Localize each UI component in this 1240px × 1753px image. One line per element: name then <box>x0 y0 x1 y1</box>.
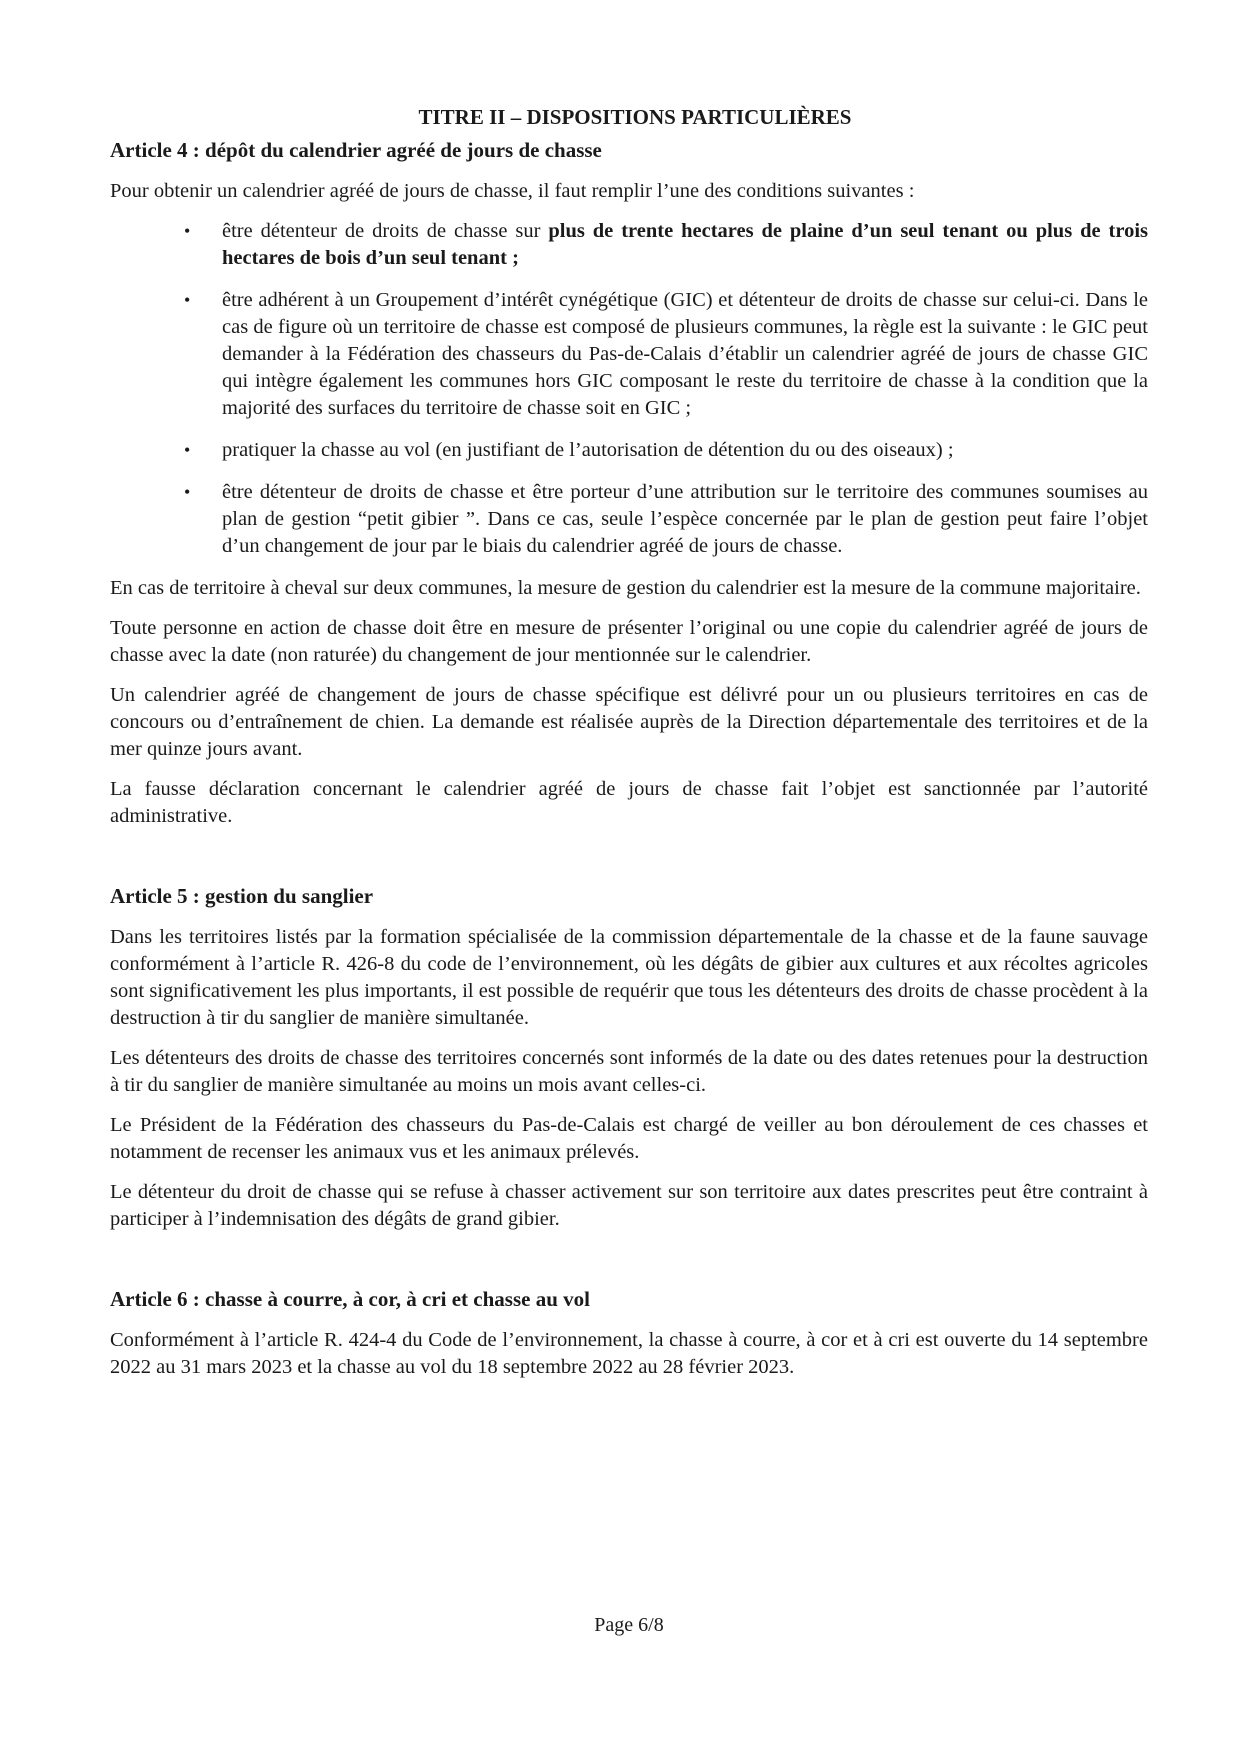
article-5-heading: Article 5 : gestion du sanglier <box>110 884 374 908</box>
article-4-paragraph: Un calendrier agréé de changement de jours de chasse spécifique est délivré pour un ou plusieurs territoires en cas de concours ou d’entraînement de chien. La demande est réalisée auprès de la Direction départementale des territoires et de la mer quinze jours avant. <box>110 684 1148 760</box>
article-5-paragraph: Le Président de la Fédération des chasseurs du Pas-de-Calais est chargé de veiller au bon déroulement de ces chasses et notamment de recenser les animaux vus et les animaux prélevés. <box>110 1114 1148 1163</box>
article-4-heading: Article 4 : dépôt du calendrier agréé de jours de chasse <box>110 138 602 162</box>
condition-1-text: être détenteur de droits de chasse sur <box>222 220 549 242</box>
article-4-intro: Pour obtenir un calendrier agréé de jours de chasse, il faut remplir l’une des conditions suivantes : <box>110 180 915 202</box>
section-title: TITRE II – DISPOSITIONS PARTICULIÈRES <box>418 105 852 129</box>
article-5-paragraph: Le détenteur du droit de chasse qui se refuse à chasser activement sur son territoire aux dates prescrites peut être contraint à participer à l’indemnisation des dégâts de grand gibier. <box>110 1181 1148 1230</box>
article-4-paragraph: Toute personne en action de chasse doit être en mesure de présenter l’original ou une copie du calendrier agréé de jours de chasse avec la date (non raturée) du changement de jour mentionnée sur le calendrier. <box>110 617 1148 666</box>
condition-item: • pratiquer la chasse au vol (en justifiant de l’autorisation de détention du ou des oiseaux) ; <box>222 437 1148 464</box>
article-6-heading: Article 6 : chasse à courre, à cor, à cri et chasse au vol <box>110 1287 590 1311</box>
article-4-paragraph: En cas de territoire à cheval sur deux communes, la mesure de gestion du calendrier est la mesure de la commune majoritaire. <box>110 577 1141 599</box>
article-5-paragraph: Dans les territoires listés par la formation spécialisée de la commission départementale de la chasse et de la faune sauvage conformément à l’article R. 426-8 du code de l’environnement, où les dégâts de gibier aux cultures et aux récoltes agricoles sont significativement les plus importants, il est possible de requérir que tous les détenteurs des droits de chasse procèdent à la destruction à tir du sanglier de manière simultanée. <box>110 926 1148 1029</box>
section-spacer <box>110 843 1148 883</box>
condition-item: • être adhérent à un Groupement d’intérêt cynégétique (GIC) et détenteur de droits de chasse sur celui-ci. Dans le cas de figure où un territoire de chasse est composé de plusieurs communes, la règle est la suivante : le GIC peut demander à la Fédération des chasseurs du Pas-de-Calais d’établir un calendrier agréé de jours de chasse GIC qui intègre également les communes hors GIC composant le reste du territoire de chasse à la condition que la majorité des surfaces du territoire de chasse soit en GIC ; <box>222 287 1148 422</box>
page-number <box>0 1612 1240 1639</box>
condition-item <box>222 218 1148 272</box>
condition-item: • être détenteur de droits de chasse et être porteur d’une attribution sur le territoire des communes soumises au plan de gestion “petit gibier ”. Dans ce cas, seule l’espèce concernée par le plan de gestion peut faire l’objet d’un changement de jour par le biais du calendrier agréé de jours de chasse. <box>222 479 1148 560</box>
conditions-list <box>110 218 1148 560</box>
condition-1-bold-text: plus de trente hectares de plaine d’un seul tenant ou plus de trois hectares de bois d’un seul tenant ; <box>222 220 1149 269</box>
article-4-paragraph: La fausse déclaration concernant le calendrier agréé de jours de chasse fait l’objet est sanctionnée par l’autorité administrative. <box>110 778 1148 827</box>
article-5-paragraph: Les détenteurs des droits de chasse des territoires concernés sont informés de la date ou des dates retenues pour la destruction à tir du sanglier de manière simultanée au moins un mois avant celles-ci. <box>110 1047 1148 1096</box>
article-6-paragraph: Conformément à l’article R. 424-4 du Code de l’environnement, la chasse à courre, à cor et à cri est ouverte du 14 septembre 2022 au 31 mars 2023 et la chasse au vol du 18 septembre 2022 au 28 février 2023. <box>110 1329 1148 1378</box>
section-spacer <box>110 1246 1148 1286</box>
page-number-label: Page 6/8 <box>594 1614 664 1636</box>
